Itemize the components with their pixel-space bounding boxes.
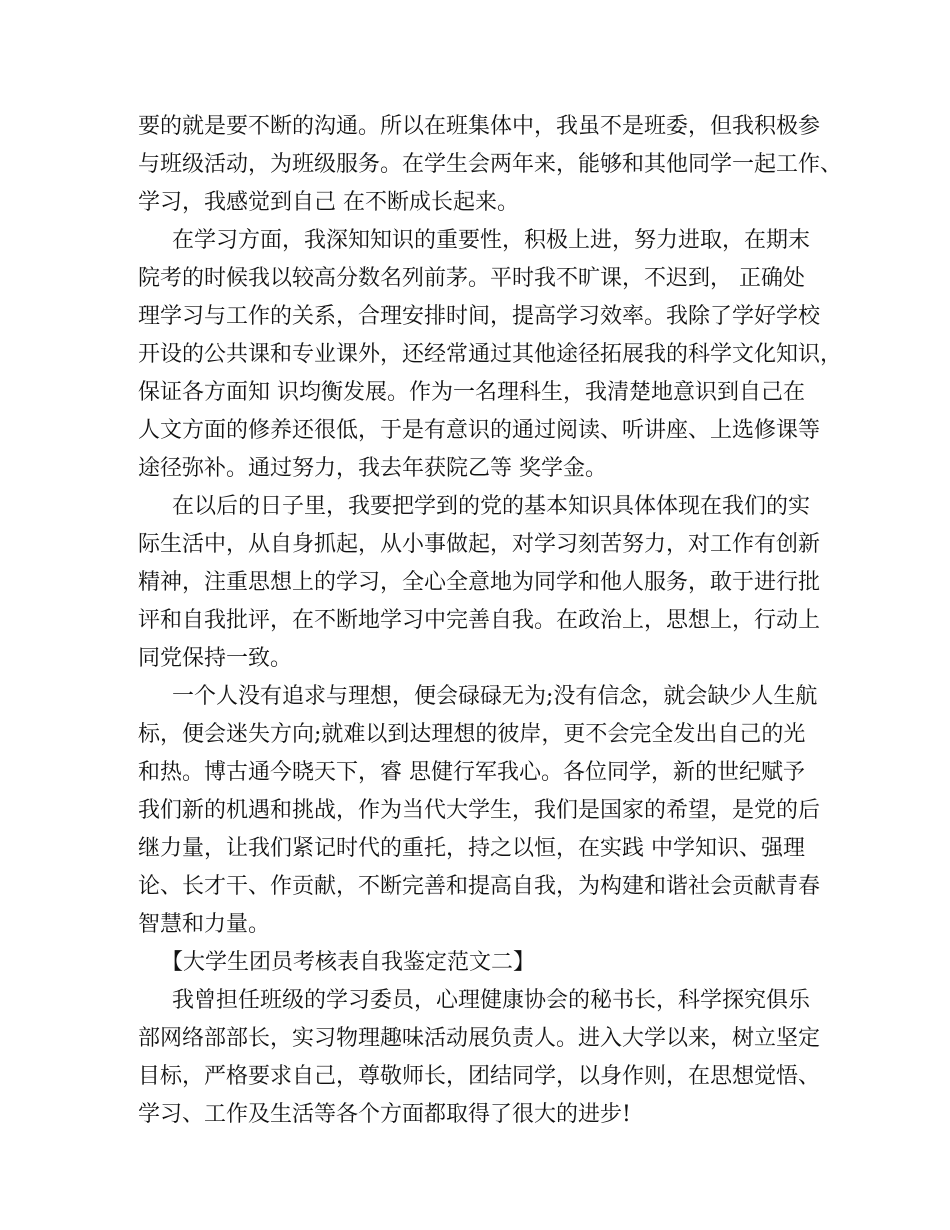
text-line: 人文方面的修养还很低，于是有意识的通过阅读、听讲座、上选修课等 bbox=[138, 418, 821, 443]
text-line: 论、长才干、作贡献，不断完善和提高自我，为构建和谐社会贡献青春 bbox=[138, 874, 821, 899]
text-line: 在学习方面，我深知知识的重要性，积极上进，努力进取，在期末 bbox=[172, 228, 811, 253]
text-line: 学习、工作及生活等各个方面都取得了很大的进步! bbox=[138, 1102, 631, 1127]
text-line: 我们新的机遇和挑战，作为当代大学生，我们是国家的希望，是党的后 bbox=[138, 798, 821, 823]
text-line: 理学习与工作的关系，合理安排时间，提高学习效率。我除了学好学校 bbox=[138, 304, 821, 329]
text-line: 开设的公共课和专业课外，还经常通过其他途径拓展我的科学文化知识， bbox=[138, 342, 843, 367]
text-line: 智慧和力量。 bbox=[138, 912, 271, 937]
text-line: 部网络部部长，实习物理趣味活动展负责人。进入大学以来，树立坚定 bbox=[138, 1026, 821, 1051]
text-line: 评和自我批评，在不断地学习中完善自我。在政治上，思想上，行动上 bbox=[138, 608, 821, 633]
text-line: 一个人没有追求与理想，便会碌碌无为;没有信念，就会缺少人生航 bbox=[172, 684, 818, 709]
text-line: 精神，注重思想上的学习，全心全意地为同学和他人服务，敢于进行批 bbox=[138, 570, 821, 595]
text-line: 要的就是要不断的沟通。所以在班集体中，我虽不是班委，但我积极参 bbox=[138, 114, 821, 139]
text-line: 学习，我感觉到自己 在不断成长起来。 bbox=[138, 190, 519, 215]
text-line: 继力量，让我们紧记时代的重托，持之以恒，在实践 中学知识、强理 bbox=[138, 836, 805, 861]
text-line: 途径弥补。通过努力，我去年获院乙等 奖学金。 bbox=[138, 456, 607, 481]
text-line: 目标，严格要求自己，尊敬师长，团结同学，以身作则，在思想觉悟、 bbox=[138, 1064, 821, 1089]
text-line: 院考的时候我以较高分数名列前茅。平时我不旷课，不迟到， 正确处 bbox=[138, 266, 805, 291]
text-line: 和热。博古通今晓天下，睿 思健行军我心。各位同学，新的世纪赋予 bbox=[138, 760, 805, 785]
text-line: 我曾担任班级的学习委员，心理健康协会的秘书长，科学探究俱乐 bbox=[172, 988, 811, 1013]
section-heading: 【大学生团员考核表自我鉴定范文二】 bbox=[161, 950, 536, 975]
text-line: 同党保持一致。 bbox=[138, 646, 293, 671]
text-line: 在以后的日子里，我要把学到的党的基本知识具体体现在我们的实 bbox=[172, 494, 811, 519]
text-line: 际生活中，从自身抓起，从小事做起，对学习刻苦努力，对工作有创新 bbox=[138, 532, 821, 557]
text-line: 标，便会迷失方向;就难以到达理想的彼岸，更不会完全发出自己的光 bbox=[138, 722, 806, 747]
text-line: 与班级活动，为班级服务。在学生会两年来，能够和其他同学一起工作、 bbox=[138, 152, 843, 177]
text-line: 保证各方面知 识均衡发展。作为一名理科生，我清楚地意识到自己在 bbox=[138, 380, 805, 405]
